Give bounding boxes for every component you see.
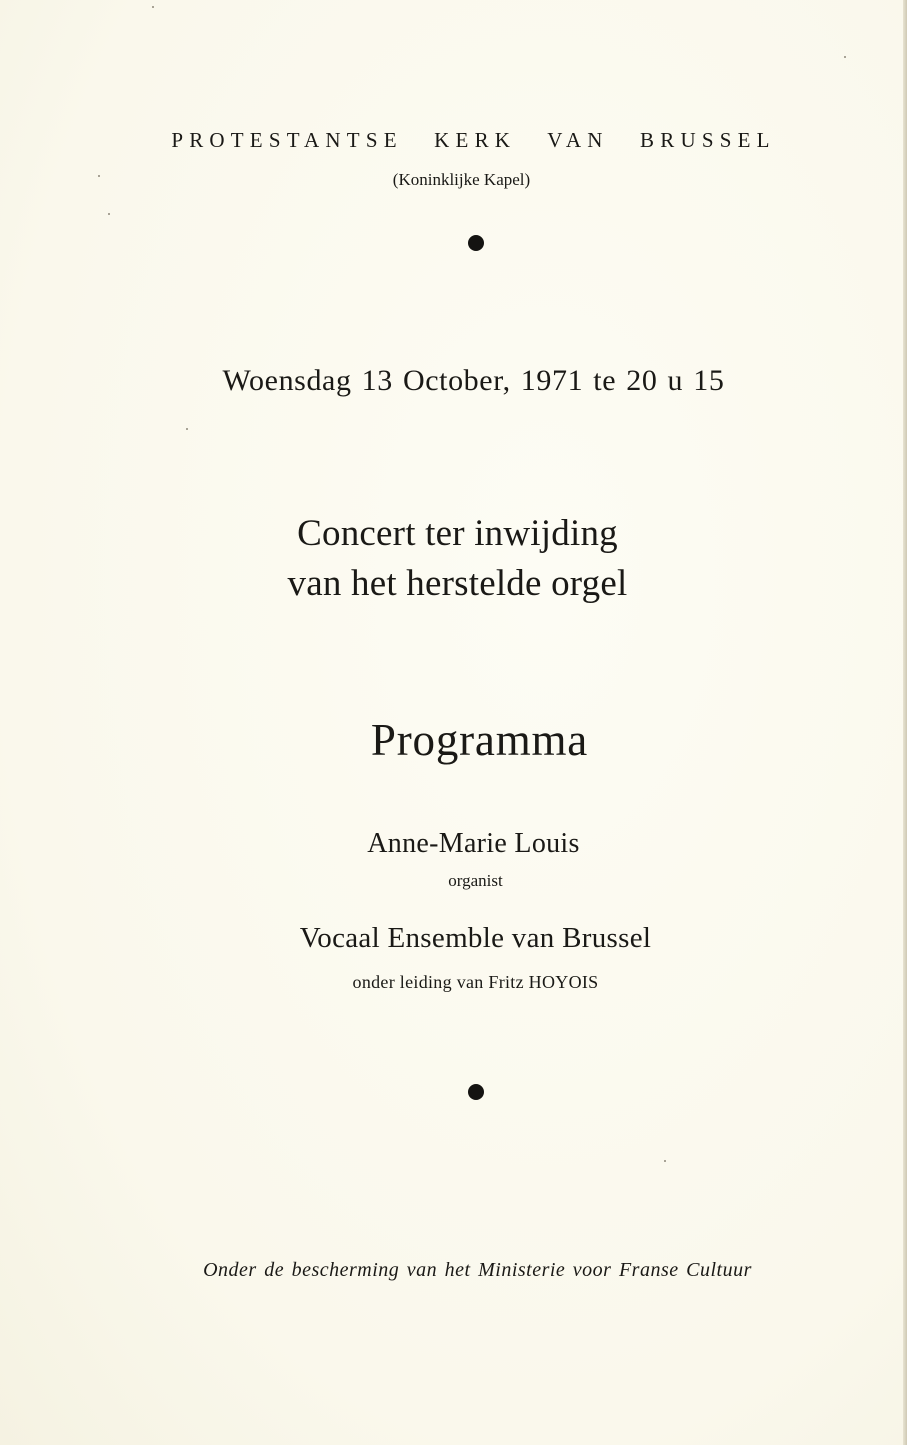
ensemble-name: Vocaal Ensemble van Brussel — [299, 922, 652, 954]
chapel-subtitle: (Koninklijke Kapel) — [392, 170, 531, 189]
event-title-line-1: Concert ter inwijding — [297, 513, 618, 554]
event-title-line-2: van het herstelde orgel — [287, 563, 628, 604]
organist-role: organist — [448, 871, 503, 890]
organist-name: Anne-Marie Louis — [367, 828, 580, 859]
conductor-credit: onder leiding van Fritz HOYOIS — [352, 972, 599, 992]
bullet-dot-bottom — [468, 1084, 484, 1100]
paper-speck — [152, 6, 154, 8]
paper-speck — [664, 1160, 666, 1162]
church-name: PROTESTANTSE KERK VAN BRUSSEL — [171, 128, 776, 152]
patronage-note: Onder de bescherming van het Ministerie voor Franse Cultuur — [203, 1259, 752, 1281]
program-heading: Programma — [370, 715, 589, 765]
event-date-time: Woensdag 13 October, 1971 te 20 u 15 — [222, 364, 725, 397]
paper-speck — [186, 428, 188, 430]
bullet-dot-top — [468, 235, 484, 251]
paper-speck — [108, 213, 110, 215]
paper-speck — [844, 56, 846, 58]
